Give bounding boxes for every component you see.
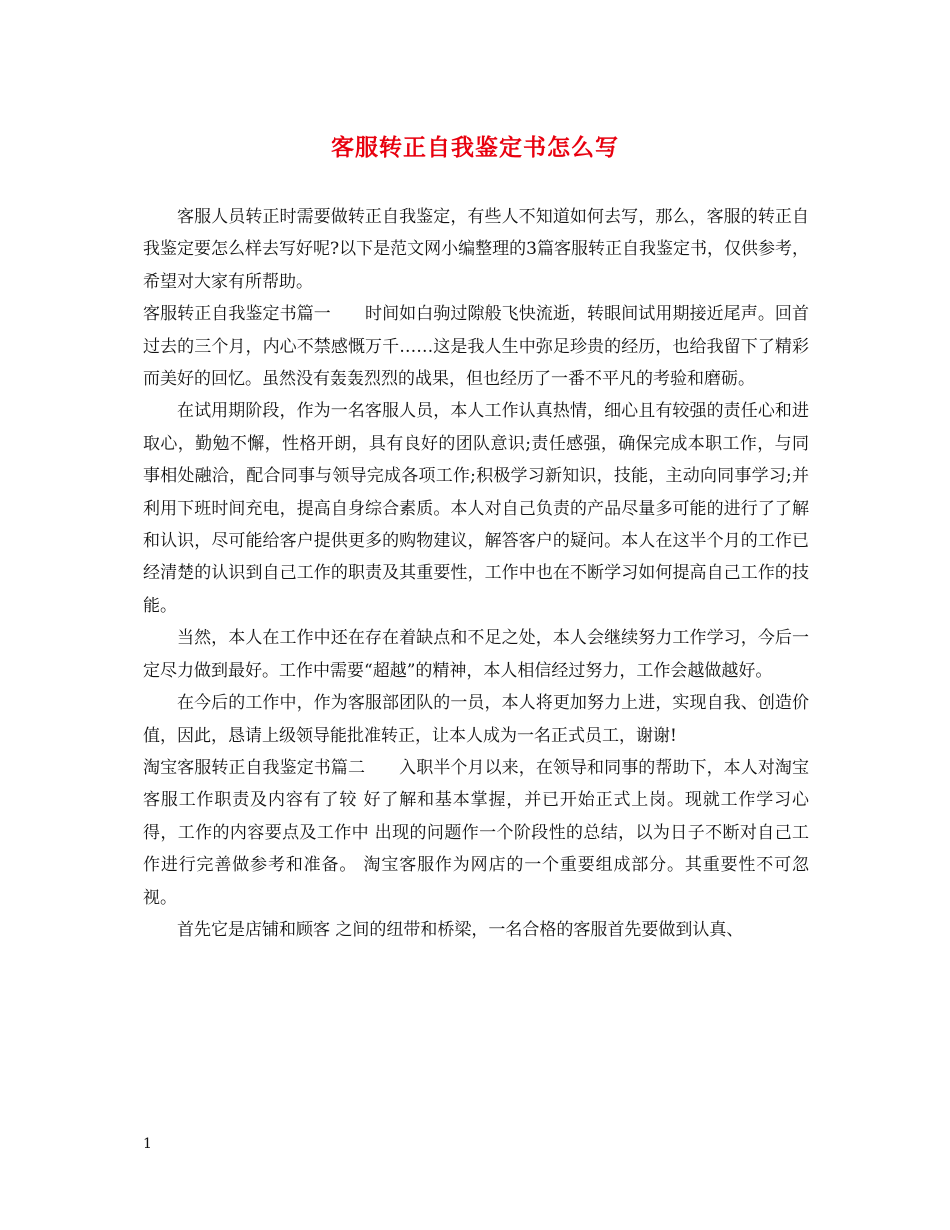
paragraph-future: 在今后的工作中，作为客服部团队的一员，本人将更加努力上进，实现自我、创造价值，因此，恳请上级领导能批准转正，让本人成为一名正式员工，谢谢! bbox=[143, 693, 809, 746]
paragraph-intro: 客服人员转正时需要做转正自我鉴定，有些人不知道如何去写，那么，客服的转正自我鉴定要怎么样去写好呢?以下是范文网小编整理的3篇客服转正自我鉴定书，仅供参考，希望对大家有所帮助。 bbox=[143, 207, 809, 292]
paragraph-section-one: 客服转正自我鉴定书篇一 时间如白驹过隙般飞快流逝，转眼间试用期接近尾声。回首过去的三个月，内心不禁感慨万千……这是我人生中弥足珍贵的经历，也给我留下了精彩而美好的回忆。虽然没有轰轰烈烈的战果，但也经历了一番不平凡的考验和磨砺。 bbox=[143, 304, 809, 390]
page-number: 1 bbox=[143, 1136, 152, 1152]
paragraph-section-two: 淘宝客服转正自我鉴定书篇二 入职半个月以来，在领导和同事的帮助下，本人对淘宝客服工作职责及内容有了较 好了解和基本掌握，并已开始正式上岗。现就工作学习心得，工作的内容要点及工作中 出现的问题作一个阶段性的总结，以为日子不断对自己工作进行完善做参考和准备。 淘宝客服作为网店的一个重要组成部分。其重要性不可忽视。 bbox=[143, 757, 809, 908]
document-title: 客服转正自我鉴定书怎么写 bbox=[331, 134, 619, 161]
document-body bbox=[143, 201, 809, 946]
paragraph-probation: 在试用期阶段，作为一名客服人员，本人工作认真热情，细心且有较强的责任心和进取心，勤勉不懈，性格开朗，具有良好的团队意识;责任感强，确保完成本职工作，与同事相处融洽，配合同事与领导完成各项工作;积极学习新知识，技能，主动向同事学习;并利用下班时间充电，提高自身综合素质。本人对自己负责的产品尽量多可能的进行了了解和认识，尽可能给客户提供更多的购物建议，解答客户的疑问。本人在这半个月的工作已经清楚的认识到自己工作的职责及其重要性，工作中也在不断学习如何提高自己工作的技能。 bbox=[143, 401, 809, 616]
paragraph-shortcomings: 当然，本人在工作中还在存在着缺点和不足之处，本人会继续努力工作学习，今后一定尽力做到最好。工作中需要“超越”的精神，本人相信经过努力，工作会越做越好。 bbox=[143, 628, 809, 681]
paragraph-first-point: 首先它是店铺和顾客 之间的纽带和桥梁，一名合格的客服首先要做到认真、 bbox=[177, 919, 744, 940]
